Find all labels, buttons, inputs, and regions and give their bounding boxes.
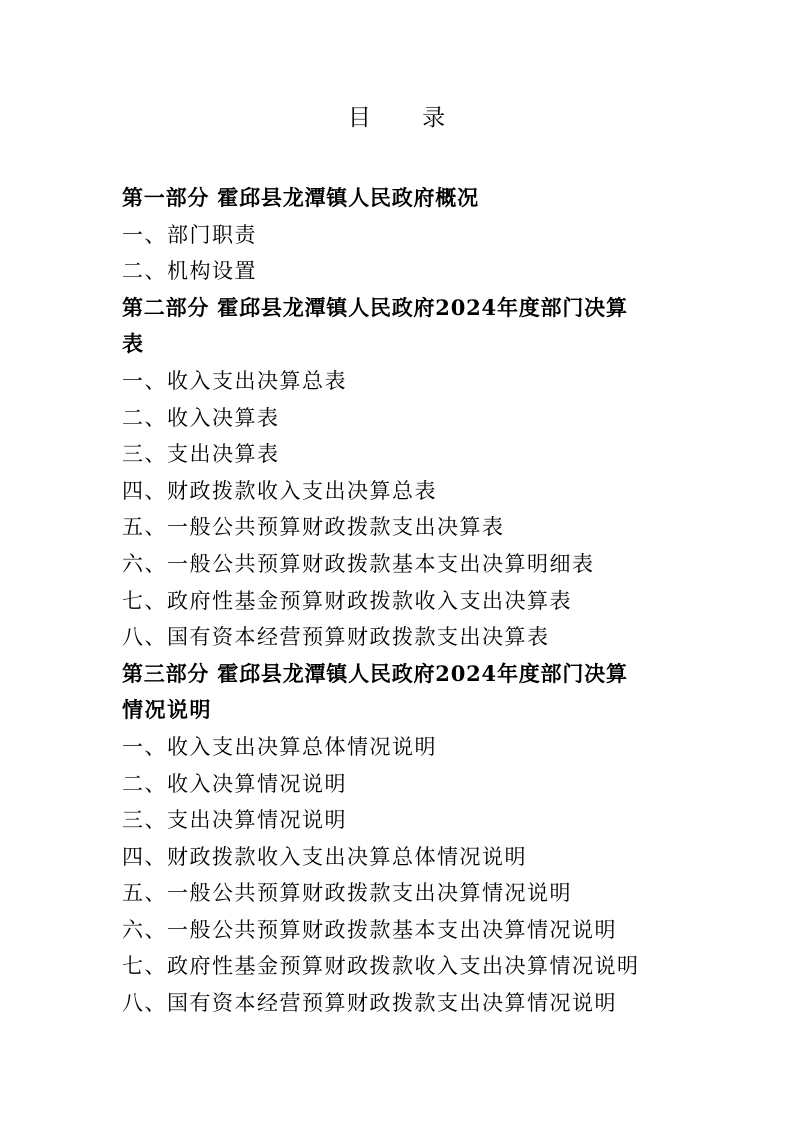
part-1-heading[interactable]: 第一部分 霍邱县龙潭镇人民政府概况 — [122, 185, 479, 210]
toc-item[interactable]: 三、支出决算表 — [122, 442, 280, 467]
page-title: 目 录 — [347, 105, 468, 131]
toc-item[interactable]: 二、机构设置 — [122, 259, 257, 284]
toc-item[interactable]: 二、收入决算情况说明 — [122, 771, 347, 796]
toc-item[interactable]: 一、收入支出决算总表 — [122, 368, 347, 393]
part-3-heading-continuation: 情况说明 — [122, 697, 212, 723]
toc-item[interactable]: 五、一般公共预算财政拨款支出决算表 — [122, 515, 505, 540]
toc-item[interactable]: 二、收入决算表 — [122, 405, 280, 430]
toc-item[interactable]: 四、财政拨款收入支出决算总体情况说明 — [122, 844, 527, 869]
part-3-heading[interactable]: 第三部分 霍邱县龙潭镇人民政府2024年度部门决算 — [122, 660, 628, 686]
toc-item[interactable]: 七、政府性基金预算财政拨款收入支出决算情况说明 — [122, 954, 640, 979]
toc-item[interactable]: 六、一般公共预算财政拨款基本支出决算明细表 — [122, 551, 595, 576]
table-of-contents — [122, 180, 682, 1022]
toc-item[interactable]: 八、国有资本经营预算财政拨款支出决算情况说明 — [122, 991, 617, 1016]
toc-item[interactable]: 四、财政拨款收入支出决算总表 — [122, 478, 437, 503]
part-2-heading[interactable]: 第二部分 霍邱县龙潭镇人民政府2024年度部门决算 — [122, 294, 628, 320]
toc-item[interactable]: 六、一般公共预算财政拨款基本支出决算情况说明 — [122, 917, 617, 942]
part-2-heading-continuation: 表 — [122, 331, 145, 357]
toc-item[interactable]: 七、政府性基金预算财政拨款收入支出决算表 — [122, 588, 572, 613]
toc-item[interactable]: 八、国有资本经营预算财政拨款支出决算表 — [122, 625, 550, 650]
toc-item[interactable]: 三、支出决算情况说明 — [122, 808, 347, 833]
toc-item[interactable]: 一、收入支出决算总体情况说明 — [122, 734, 437, 759]
toc-item[interactable]: 一、部门职责 — [122, 222, 257, 247]
toc-item[interactable]: 五、一般公共预算财政拨款支出决算情况说明 — [122, 881, 572, 906]
